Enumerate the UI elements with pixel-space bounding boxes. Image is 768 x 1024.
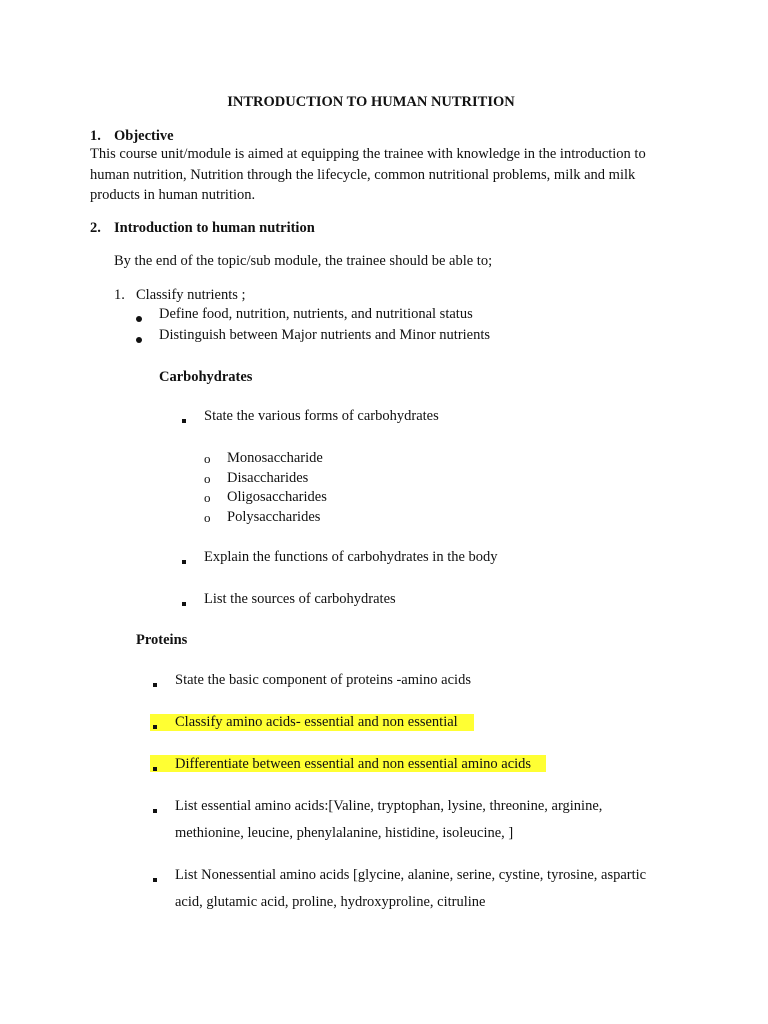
item1-number: 1. [114, 287, 125, 303]
carb-form-4: Polysaccharides [227, 509, 321, 525]
objective-line-1: This course unit/module is aimed at equipping the trainee with knowledge in the introduction to [90, 146, 646, 162]
bullet-square-icon [153, 719, 157, 734]
item1-bullet-2: Distinguish between Major nutrients and Minor nutrients [159, 327, 491, 343]
bullet-square-icon [153, 761, 157, 776]
carb-bullet-forms: State the various forms of carbohydrates [204, 408, 439, 424]
protein-bullet-5-line-1: List Nonessential amino acids [glycine, alanine, serine, cystine, tyrosine, aspartic [175, 867, 647, 883]
circle-bullet-icon: o [204, 490, 211, 505]
protein-bullet-4-line-1: List essential amino acids:[Valine, tryptophan, lysine, threonine, arginine, [175, 798, 603, 814]
carb-bullet-sources: List the sources of carbohydrates [204, 591, 396, 607]
protein-bullet-5-line-2: acid, glutamic acid, proline, hydroxyproline, citruline [175, 894, 486, 910]
bullet-square-icon [153, 677, 157, 692]
protein-bullet-2: Classify amino acids- essential and non essential [175, 714, 458, 730]
item1-label: Classify nutrients ; [136, 287, 246, 303]
bullet-square-icon [153, 803, 157, 818]
protein-bullet-1: State the basic component of proteins -amino acids [175, 672, 471, 688]
section2-number: 2. [90, 220, 101, 236]
carb-form-1: Monosaccharide [227, 450, 323, 466]
protein-bullet-4-line-2: methionine, leucine, phenylalanine, histidine, isoleucine, ] [175, 825, 514, 841]
proteins-heading: Proteins [136, 632, 188, 648]
bullet-square-icon [153, 872, 157, 887]
item1-bullet-1: Define food, nutrition, nutrients, and nutritional status [159, 306, 473, 322]
circle-bullet-icon: o [204, 471, 211, 486]
bullet-square-icon [182, 413, 186, 428]
circle-bullet-icon: o [204, 510, 211, 525]
section2-intro: By the end of the topic/sub module, the trainee should be able to; [114, 253, 493, 269]
bullet-square-icon [182, 554, 186, 569]
section1-heading: Objective [114, 128, 174, 144]
objective-line-2: human nutrition, Nutrition through the lifecycle, common nutritional problems, milk and milk [90, 167, 636, 183]
carb-form-2: Disaccharides [227, 470, 309, 486]
section2-heading: Introduction to human nutrition [114, 220, 315, 236]
document-title: INTRODUCTION TO HUMAN NUTRITION [227, 94, 515, 110]
bullet-dot-icon [136, 311, 142, 326]
circle-bullet-icon: o [204, 451, 211, 466]
bullet-square-icon [182, 596, 186, 611]
carb-form-3: Oligosaccharides [227, 489, 327, 505]
objective-line-3: products in human nutrition. [90, 187, 256, 203]
carbohydrates-heading: Carbohydrates [159, 369, 253, 385]
bullet-dot-icon [136, 332, 142, 347]
protein-bullet-3: Differentiate between essential and non essential amino acids [175, 756, 532, 772]
section1-number: 1. [90, 128, 101, 144]
carb-bullet-functions: Explain the functions of carbohydrates in the body [204, 549, 498, 565]
